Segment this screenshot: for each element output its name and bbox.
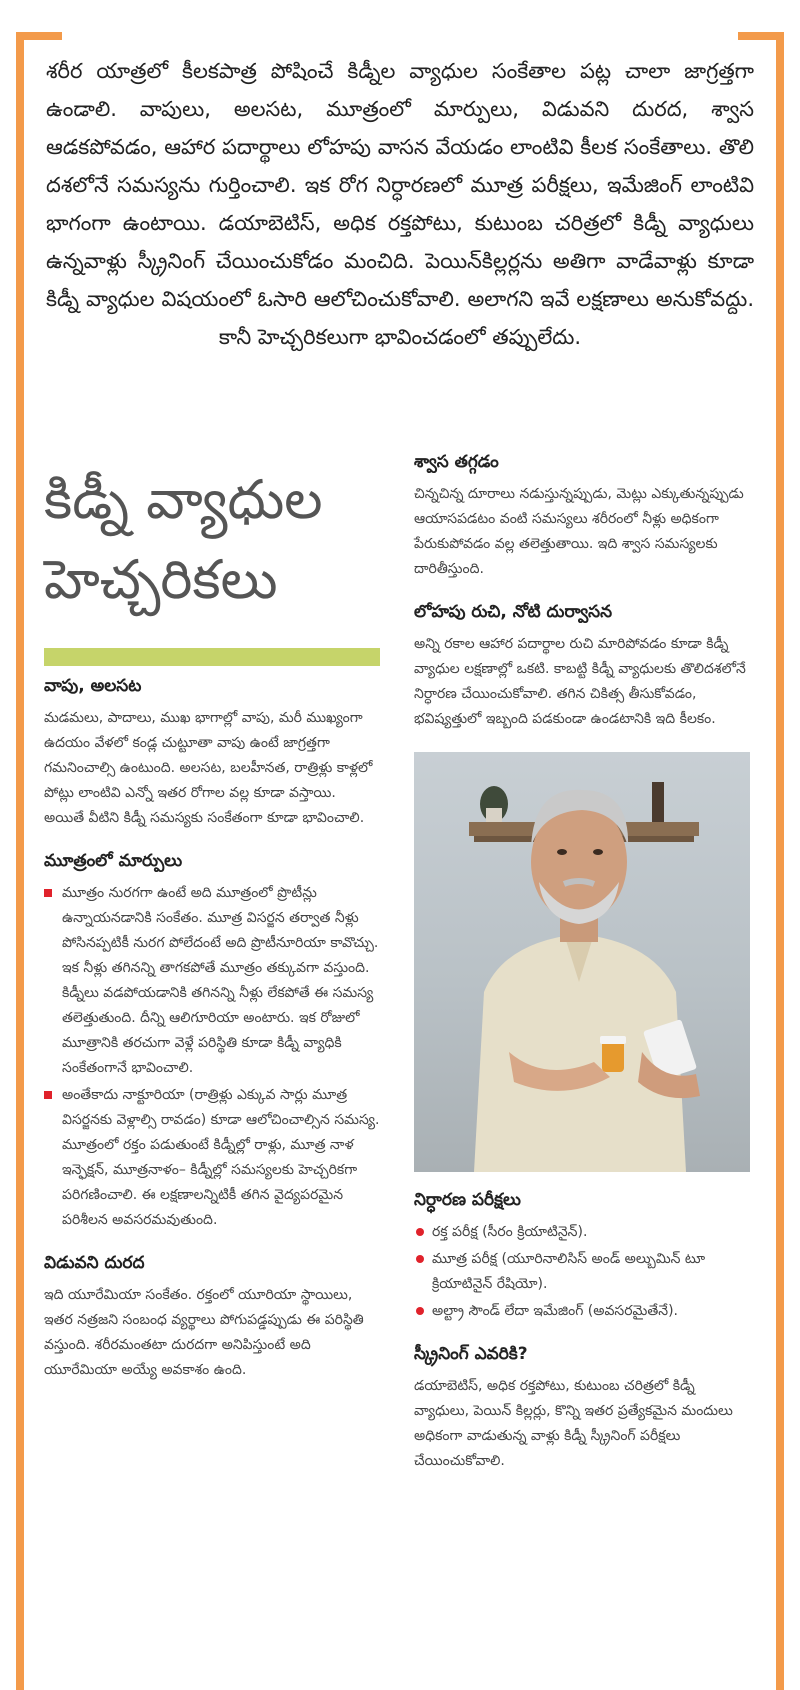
section-metallic-taste — [414, 602, 750, 732]
section-title: వాపు, అలసట — [44, 676, 142, 696]
round-bullet-icon — [416, 1255, 424, 1263]
section-screening — [414, 1344, 750, 1474]
section-title: మూత్రంలో మార్పులు — [44, 851, 183, 871]
bullet-list — [44, 881, 380, 1233]
man-holding-pills-photo — [414, 752, 750, 1172]
section-diagnostic-tests — [414, 1190, 750, 1324]
headline-line-1: కిడ్నీ వ్యాధుల — [44, 468, 323, 531]
frame-left-border — [16, 32, 24, 1690]
frame-top-left-corner — [16, 32, 62, 40]
section-urine-changes — [44, 851, 380, 1233]
section-title: శ్వాస తగ్గడం — [414, 452, 499, 472]
list-item — [414, 1247, 750, 1297]
list-item — [414, 1299, 750, 1324]
round-bullet-icon — [416, 1228, 424, 1236]
section-body: చిన్నచిన్న దూరాలు నడుస్తున్నప్పుడు, మెట్లు ఎక్కుతున్నప్పుడు ఆయాసపడటం వంటి సమస్యలు శరీరంలో నీళ్లు అధికంగా పేరుకుపోవడం వల్ల తలెత్తుతాయి. ఇది శ్వాస సమస్యలకు దారితీస్తుంది. — [414, 486, 744, 577]
section-title: విడువని దురద — [44, 1253, 145, 1273]
section-body: డయాబెటిస్, అధిక రక్తపోటు, కుటుంబ చరిత్రలో కిడ్నీ వ్యాధులు, పెయిన్ కిల్లర్లు, కొన్ని ఇతర ప్రత్యేకమైన మందులు అధికంగా వాడుతున్న వాళ్లు కిడ్నీ స్క్రీనింగ్ పరీక్షలు చేయించుకోవాలి. — [414, 1378, 733, 1469]
round-bullet-icon — [416, 1307, 424, 1315]
section-title: లోహపు రుచి, నోటి దుర్వాసన — [414, 602, 613, 622]
section-body: అన్ని రకాల ఆహార పదార్థాల రుచి మారిపోవడం కూడా కిడ్నీ వ్యాధుల లక్షణాల్లో ఒకటి. కాబట్టి కిడ్నీ వ్యాధులకు తొలిదశలోనే నిర్ధారణ చేయించుకోవాలి. తగిన చికిత్స తీసుకోవడం, భవిష్యత్తులో ఇబ్బంది పడకుండా ఉండటానికి ఇది కీలకం. — [414, 636, 746, 727]
section-title: నిర్ధారణ పరీక్షలు — [414, 1190, 521, 1210]
square-bullet-icon — [44, 1091, 52, 1099]
headline-line-2: హెచ్చరికలు — [44, 548, 278, 611]
list-item — [414, 1220, 750, 1245]
section-breath — [414, 452, 750, 582]
frame-top-right-corner — [738, 32, 784, 40]
intro-paragraph: శరీర యాత్రలో కీలకపాత్ర పోషించే కిడ్నీల వ్యాధుల సంకేతాల పట్ల చాలా జాగ్రత్తగా ఉండాలి. వాపులు, అలసట, మూత్రంలో మార్పులు, విడువని దురద, శ్వాస ఆడకపోవడం, ఆహార పదార్థాలు లోహపు వాసన వేయడం లాంటివి కీలక సంకేతాలు. తొలి దశలోనే సమస్యను గుర్తించాలి. ఇక రోగ నిర్ధారణలో మూత్ర పరీక్షలు, ఇమేజింగ్ లాంటివి భాగంగా ఉంటాయి. డయాబెటిస్, అధిక రక్తపోటు, కుటుంబ చరిత్రలో కిడ్నీ వ్యాధులు ఉన్నవాళ్లు స్క్రీనింగ్ చేయించుకోడం మంచిది. పెయిన్‌కిల్లర్లను అతిగా వాడేవాళ్లు కూడా కిడ్నీ వ్యాధుల విషయంలో ఓసారి ఆలోచించుకోవాలి. అలాగని ఇవే లక్షణాలు అనుకోవద్దు. కానీ హెచ్చరికలుగా భావించడంలో తప్పులేదు. — [46, 59, 754, 349]
section-itch — [44, 1253, 380, 1383]
left-column — [44, 676, 380, 1403]
photo-illustration — [414, 752, 750, 1172]
list-item-text: మూత్రం నురగగా ఉంటే అది మూత్రంలో ప్రొటీన్లు ఉన్నాయనడానికి సంకేతం. మూత్ర విసర్జన తర్వాత నీళ్లు పోసినప్పటికీ నురగ పోలేదంటే అది ప్రొటీనూరియా కావొచ్చు. ఇక నీళ్లు తగినన్ని తాగకపోతే మూత్రం తక్కువగా వస్తుంది. కిడ్నీలు వడపోయడానికి తగినన్ని నీళ్లు లేకపోతే ఈ సమస్య తలెత్తుతుంది. దీన్ని ఆలిగూరియా అంటారు. ఇక రోజులో మూత్రానికి తరచుగా వెళ్లే పరిస్థితి కూడా కిడ్నీ వ్యాధికి సంకేతంగానే భావించాలి. — [62, 885, 379, 1076]
section-body: మడమలు, పాదాలు, ముఖ భాగాల్లో వాపు, మరీ ముఖ్యంగా ఉదయం వేళలో కండ్ల చుట్టూతా వాపు ఉంటే జాగ్రత్తగా గమనించాల్సి ఉంటుంది. అలసట, బలహీనత, రాత్రిళ్లు కాళ్లలో పోట్లు లాంటివి ఎన్నో ఇతర రోగాల వల్ల కూడా వస్తాయి. అయితే వీటిని కిడ్నీ సమస్యకు సంకేతంగా కూడా భావించాలి. — [44, 710, 373, 826]
list-item-text: రక్త పరీక్ష (సీరం క్రియాటినైన్). — [432, 1224, 588, 1240]
list-item-text: అల్ట్రా సౌండ్ లేదా ఇమేజింగ్ (అవసరమైతేనే). — [432, 1303, 679, 1319]
list-item — [44, 1083, 380, 1233]
page-headline — [44, 460, 384, 620]
section-title: స్క్రీనింగ్ ఎవరికి? — [414, 1344, 528, 1364]
frame-right-border — [776, 32, 784, 1690]
list-item — [44, 881, 380, 1081]
list-item-text: అంతేకాదు నాక్టూరియా (రాత్రిళ్లు ఎక్కువ సార్లు మూత్ర విసర్జనకు వెళ్లాల్సి రావడం) కూడా ఆలోచించాల్సిన సమస్య. మూత్రంలో రక్తం పడుతుంటే కిడ్నీల్లో రాళ్లు, మూత్ర నాళ ఇన్ఫెక్షన్, మూత్రనాళం– కిడ్నీల్లో సమస్యలకు హెచ్చరికగా పరిగణించాలి. ఈ లక్షణాలన్నిటికీ తగిన వైద్యపరమైన పరిశీలన అవసరమవుతుంది. — [62, 1087, 380, 1228]
bullet-list — [414, 1220, 750, 1324]
section-body: ఇది యూరేమియా సంకేతం. రక్తంలో యూరియా స్థాయిలు, ఇతర నత్రజని సంబంధ వ్యర్థాలు పోగుపడ్డప్పుడు ఈ పరిస్థితి వస్తుంది. శరీరమంతటా దురదగా అనిపిస్తుంటే అది యూరేమియా అయ్యే అవకాశం ఉంది. — [44, 1287, 364, 1378]
section-swelling — [44, 676, 380, 831]
list-item-text: మూత్ర పరీక్ష (యూరినాలిసిస్ అండ్ అల్బుమిన్ టూ క్రియాటినైన్ రేషియో). — [432, 1251, 706, 1292]
square-bullet-icon — [44, 889, 52, 897]
right-column — [414, 452, 750, 1494]
headline-accent-bar — [44, 648, 380, 666]
